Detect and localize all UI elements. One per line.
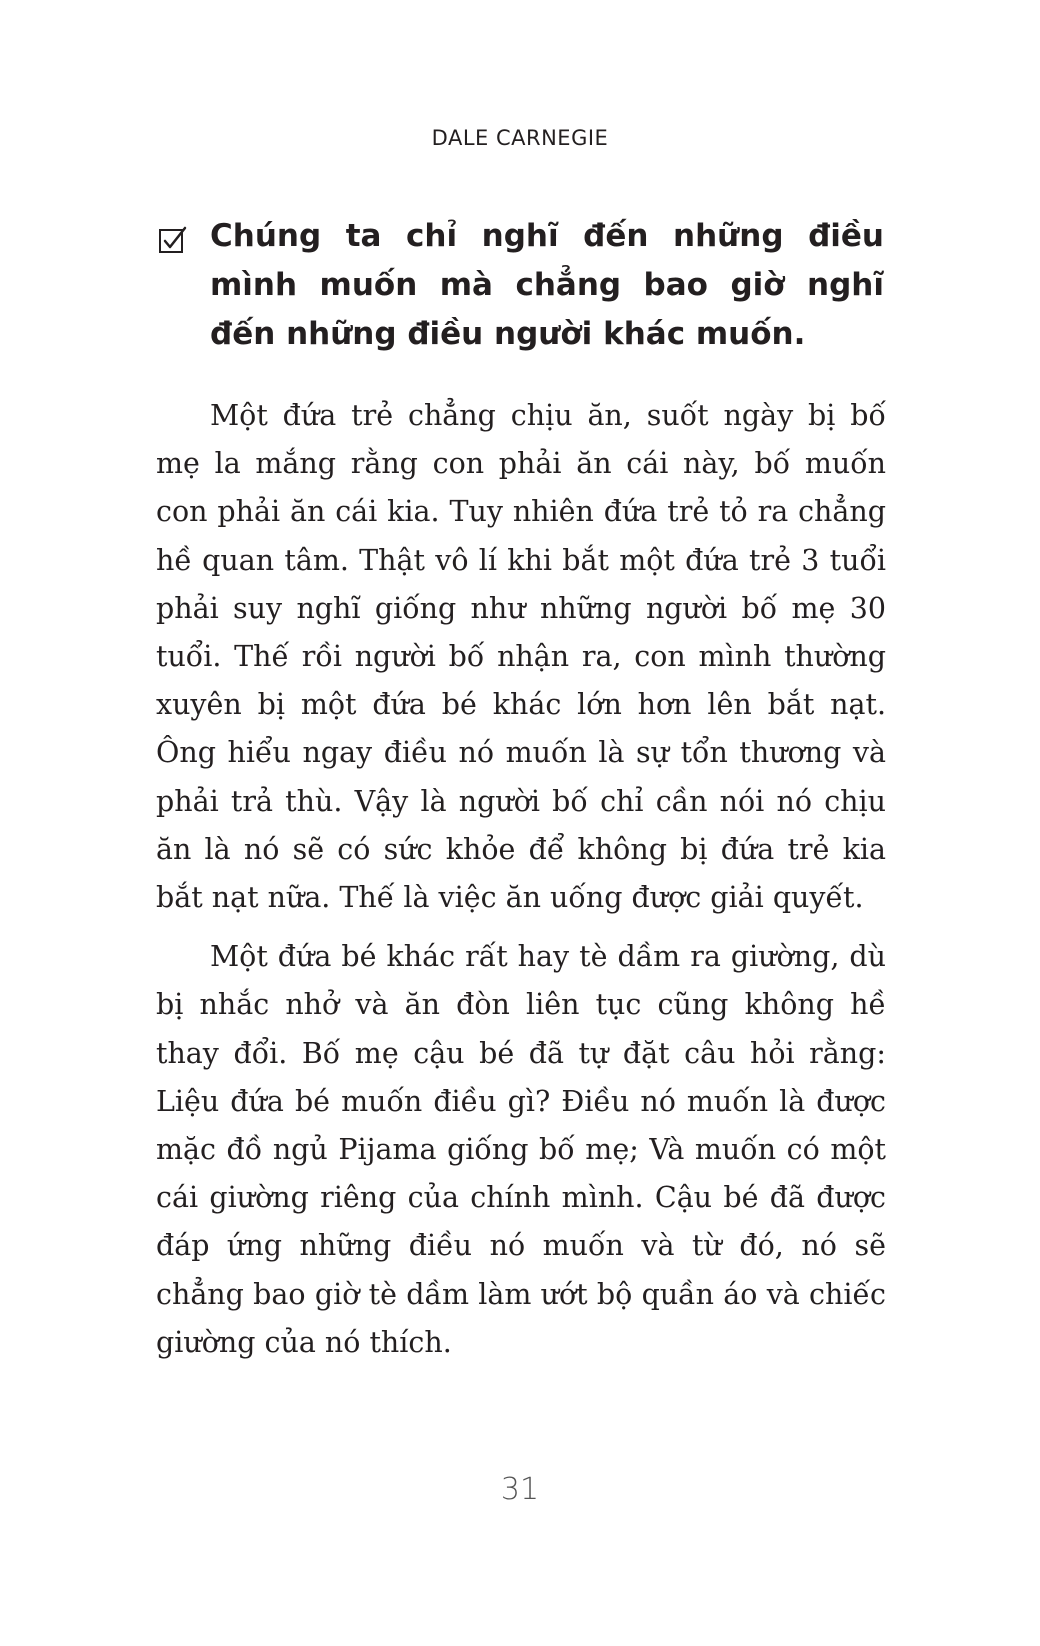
page-number: 31 xyxy=(500,1472,540,1507)
paragraph: Một đứa bé khác rất hay tè dầm ra giường, dù bị nhắc nhở và ăn đòn liên tục cũng không hề thay đổi. Bố mẹ cậu bé đã tự đặt câu hỏi rằng: Liệu đứa bé muốn điều gì? Điều nó muốn là được mặc đồ ngủ Pijama giống bố mẹ; Và muốn có một cái giường riêng của chính mình. Cậu bé đã được đáp ứng những điều nó muốn và từ đó, nó sẽ chẳng bao giờ tè dầm làm ướt bộ quần áo và chiếc giường của nó thích. xyxy=(156,940,886,1359)
key-point-text: Chúng ta chỉ nghĩ đến những điều mình muốn mà chẳng bao giờ nghĩ đến những điều người khác muốn. xyxy=(210,218,884,352)
running-header: DALE CARNEGIE xyxy=(431,126,609,150)
paragraph: Một đứa trẻ chẳng chịu ăn, suốt ngày bị bố mẹ la mắng rằng con phải ăn cái này, bố muốn con phải ăn cái kia. Tuy nhiên đứa trẻ tỏ ra chẳng hề quan tâm. Thật vô lí khi bắt một đứa trẻ 3 tuổi phải suy nghĩ giống như những người bố mẹ 30 tuổi. Thế rồi người bố nhận ra, con mình thường xuyên bị một đứa bé khác lớn hơn lên bắt nạt. Ông hiểu ngay điều nó muốn là sự tổn thương và phải trả thù. Vậy là người bố chỉ cần nói nó chịu ăn là nó sẽ có sức khỏe để không bị đứa trẻ kia bắt nạt nữa. Thế là việc ăn uống được giải quyết. xyxy=(156,399,886,915)
body-text xyxy=(156,392,886,1378)
checkbox-checked-icon xyxy=(158,226,188,256)
